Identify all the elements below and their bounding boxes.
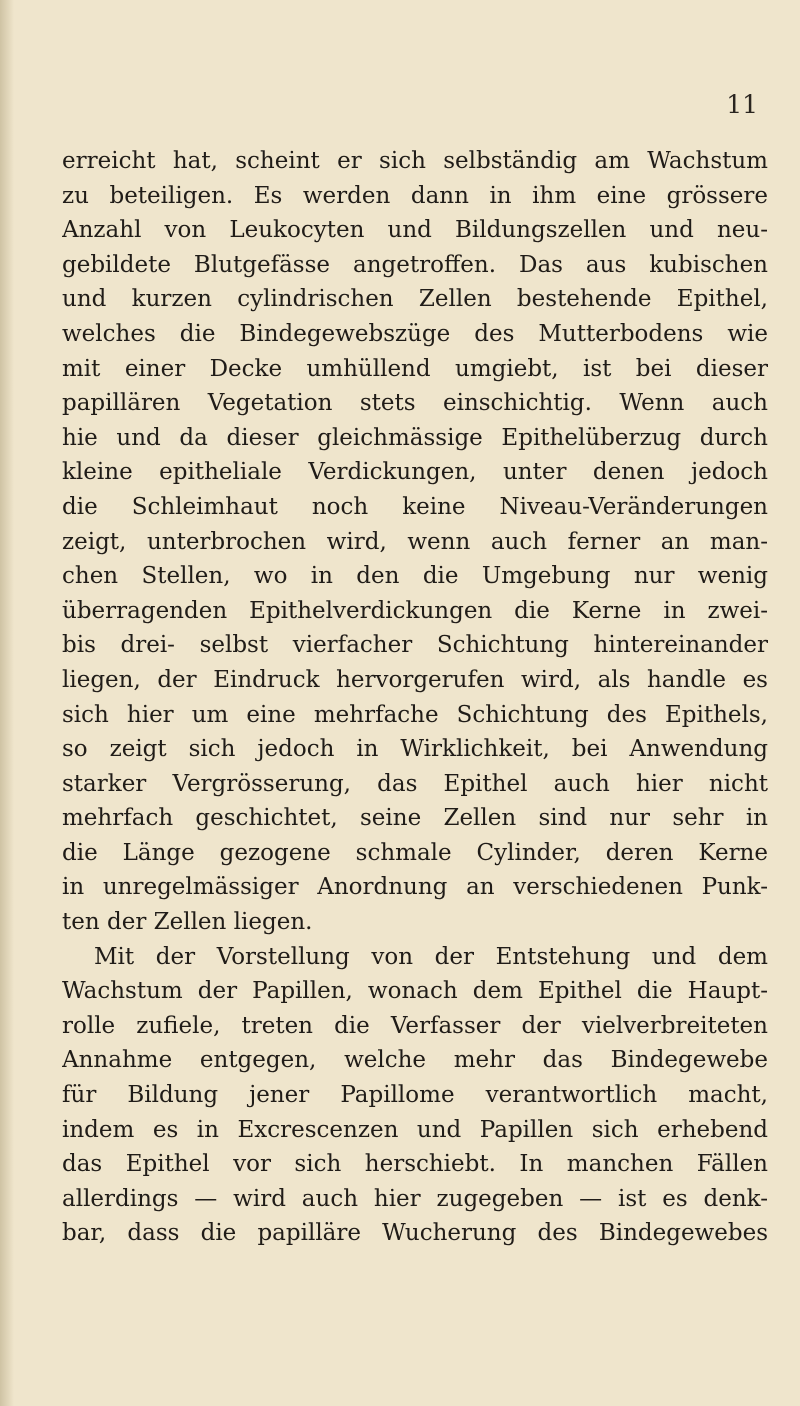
text-line: starker Vergrösserung, das Epithel auch hier nicht [62, 770, 768, 797]
text-line: Annahme entgegen, welche mehr das Bindegewebe [62, 1047, 768, 1074]
paragraph [62, 144, 768, 940]
text-line: überragenden Epithelverdickungen die Kerne in zwei- [62, 597, 768, 624]
text-line: und kurzen cylindrischen Zellen bestehende Epithel, [62, 286, 768, 313]
text-line: bar, dass die papilläre Wucherung des Bindegewebes [62, 1220, 768, 1247]
text-line: mit einer Decke umhüllend umgiebt, ist bei dieser [62, 355, 768, 382]
text-line: so zeigt sich jedoch in Wirklichkeit, bei Anwendung [62, 736, 768, 763]
text-line: die Länge gezogene schmale Cylinder, deren Kerne [62, 839, 768, 866]
text-line: Anzahl von Leukocyten und Bildungszellen und neu- [62, 217, 768, 244]
text-line: gebildete Blutgefässe angetroffen. Das aus kubischen [62, 251, 768, 278]
page-number: 11 [726, 90, 758, 119]
text-line: Wachstum der Papillen, wonach dem Epithel die Haupt- [62, 978, 768, 1005]
binding-shadow [0, 0, 14, 1406]
text-line: sich hier um eine mehrfache Schichtung des Epithels, [62, 701, 768, 728]
text-line: liegen, der Eindruck hervorgerufen wird, als handle es [62, 666, 768, 693]
text-line: ten der Zellen liegen. [62, 909, 313, 936]
text-line: kleine epitheliale Verdickungen, unter denen jedoch [62, 459, 768, 486]
text-line: für Bildung jener Papillome verantwortlich macht, [62, 1082, 768, 1109]
text-line: allerdings — wird auch hier zugegeben — ist es denk- [62, 1185, 768, 1212]
text-line: indem es in Excrescenzen und Papillen sich erhebend [62, 1116, 768, 1143]
paragraph [62, 940, 768, 1251]
text-line: bis drei- selbst vierfacher Schichtung hintereinander [62, 632, 768, 659]
text-line: papillären Vegetation stets einschichtig. Wenn auch [62, 390, 768, 417]
text-line: rolle zufiele, treten die Verfasser der vielverbreiteten [62, 1012, 768, 1039]
text-line: zeigt, unterbrochen wird, wenn auch ferner an man- [62, 528, 768, 555]
text-line: die Schleimhaut noch keine Niveau-Veränderungen [62, 493, 768, 520]
text-line: erreicht hat, scheint er sich selbständig am Wachstum [62, 148, 768, 174]
body-text [62, 144, 768, 1251]
text-line: hie und da dieser gleichmässige Epithelüberzug durch [62, 424, 768, 451]
text-line: chen Stellen, wo in den die Umgebung nur wenig [62, 563, 768, 590]
text-line: zu beteiligen. Es werden dann in ihm eine grössere [62, 182, 768, 209]
text-line: Mit der Vorstellung von der Entstehung und dem [94, 943, 768, 970]
text-line: welches die Bindegewebszüge des Mutterbodens wie [62, 320, 768, 347]
text-line: in unregelmässiger Anordnung an verschiedenen Punk- [62, 874, 768, 901]
text-line: das Epithel vor sich herschiebt. In manchen Fällen [62, 1151, 768, 1178]
text-line: mehrfach geschichtet, seine Zellen sind nur sehr in [62, 805, 768, 832]
